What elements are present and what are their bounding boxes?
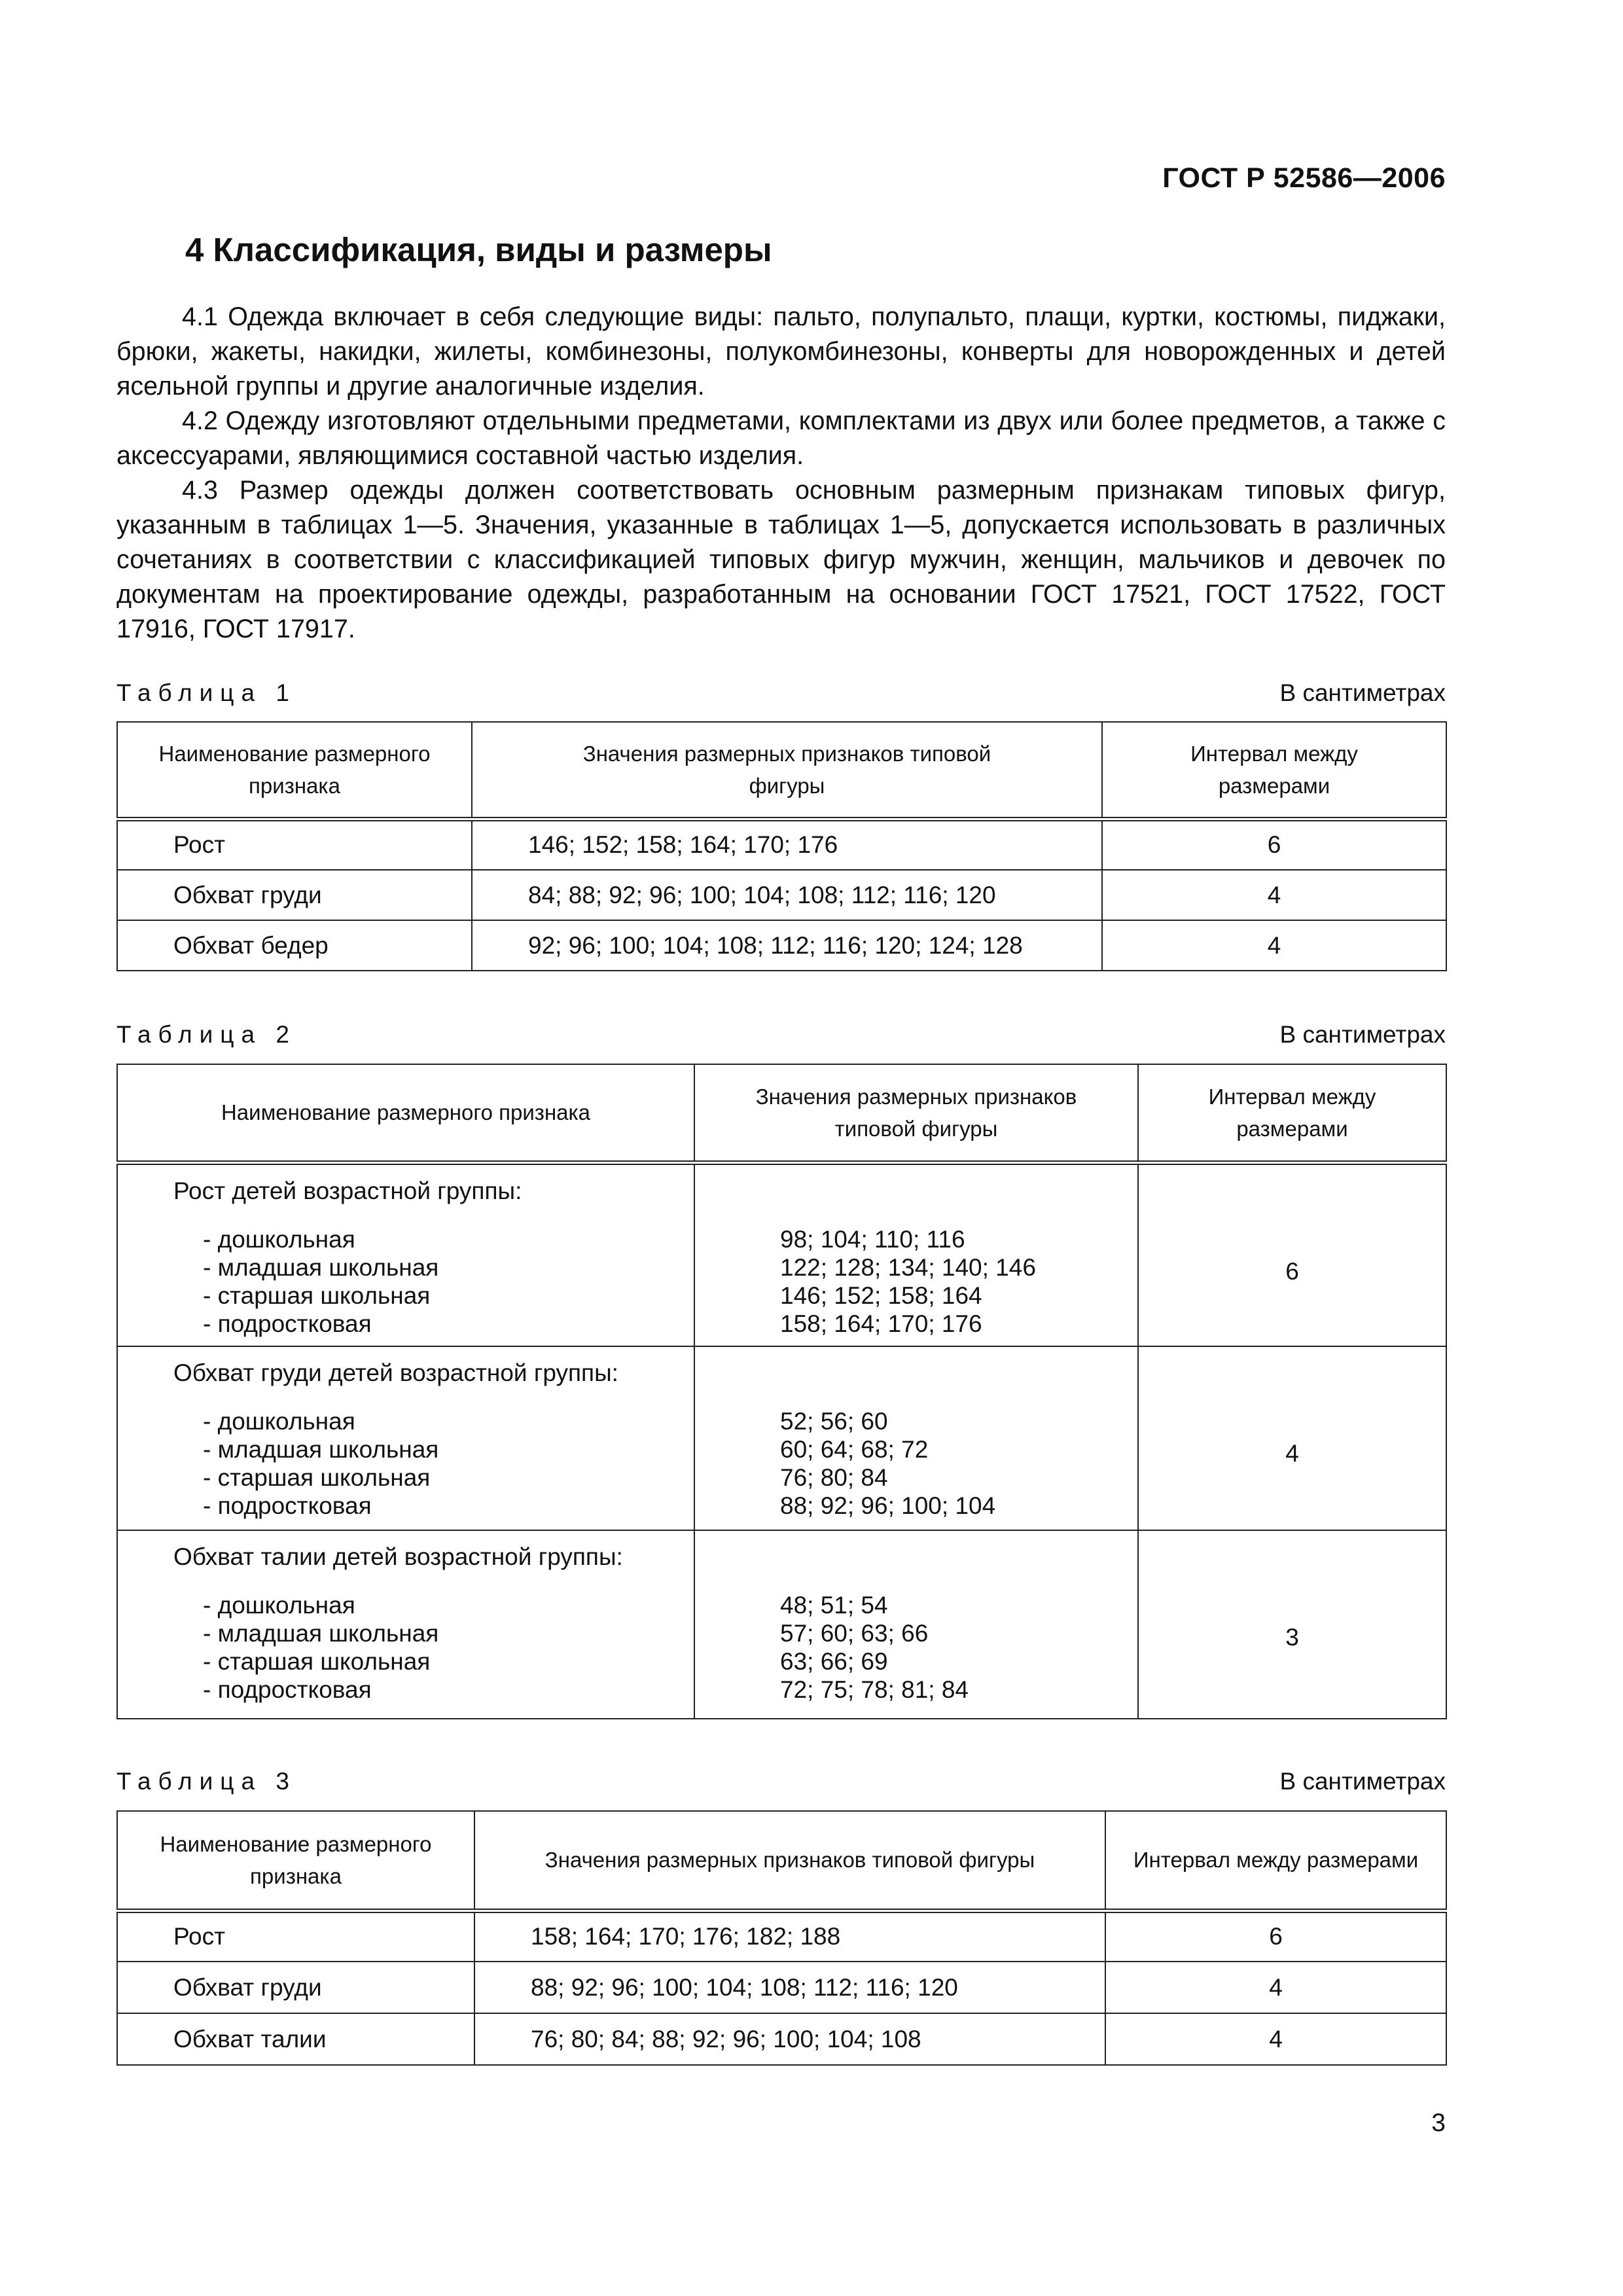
table3-cell-interval: 4 xyxy=(1105,1962,1446,2013)
table2-value-line: 52; 56; 60 xyxy=(780,1408,888,1435)
table2-interval-cell: 4 xyxy=(1138,1346,1446,1530)
table1-header-interval: Интервал между размерами xyxy=(1102,722,1446,819)
table2-subgroup-label: - подростковая xyxy=(203,1676,372,1703)
table2-subgroup-label: - старшая школьная xyxy=(203,1282,431,1309)
table-row xyxy=(117,1346,1446,1530)
table2-caption: Таблица 2 xyxy=(116,1021,296,1048)
table1-cell-values: 92; 96; 100; 104; 108; 112; 116; 120; 124; 128 xyxy=(472,920,1102,971)
table3 xyxy=(116,1810,1447,2066)
table3-header-name: Наименование размерного признака xyxy=(117,1811,474,1910)
table3-cell-values: 88; 92; 96; 100; 104; 108; 112; 116; 120 xyxy=(474,1962,1105,2013)
table2-values-cell xyxy=(694,1530,1138,1719)
table-row xyxy=(117,1962,1446,2013)
table1-caption: Таблица 1 xyxy=(116,679,296,706)
table1-cell-values: 146; 152; 158; 164; 170; 176 xyxy=(472,819,1102,870)
table2-group-title: Обхват талии детей возрастной группы: xyxy=(173,1543,623,1570)
table3-caption-row xyxy=(116,1765,1446,1799)
table-row xyxy=(117,920,1446,971)
table2-subgroup-label: - дошкольная xyxy=(203,1225,355,1253)
table-row xyxy=(117,2013,1446,2065)
table3-cell-name: Обхват груди xyxy=(117,1962,474,2013)
table2-values-cell xyxy=(694,1346,1138,1530)
table2-group-cell xyxy=(117,1530,694,1719)
table1-cell-name: Рост xyxy=(117,819,472,870)
table2-value-line: 57; 60; 63; 66 xyxy=(780,1620,929,1647)
table3-cell-interval: 6 xyxy=(1105,1910,1446,1962)
table2-group-title: Обхват груди детей возрастной группы: xyxy=(173,1359,618,1386)
document-code: ГОСТ Р 52586—2006 xyxy=(1162,162,1446,194)
table2-subgroup-label: - старшая школьная xyxy=(203,1464,431,1491)
table3-cell-name: Рост xyxy=(117,1910,474,1962)
table2-value-line: 76; 80; 84 xyxy=(780,1464,888,1491)
table2-value-line: 122; 128; 134; 140; 146 xyxy=(780,1253,1036,1281)
table2-header-name: Наименование размерного признака xyxy=(117,1064,694,1162)
table2-group-cell xyxy=(117,1346,694,1530)
table-row xyxy=(117,1162,1446,1346)
table1-cell-name: Обхват бедер xyxy=(117,920,472,971)
table2-units: В сантиметрах xyxy=(1279,1021,1446,1048)
table1-caption-row xyxy=(116,676,1446,710)
table2-value-line: 72; 75; 78; 81; 84 xyxy=(780,1676,969,1703)
table2-values-cell xyxy=(694,1162,1138,1346)
table3-header-interval: Интервал между размерами xyxy=(1105,1811,1446,1910)
paragraph-4-1: 4.1 Одежда включает в себя следующие виды: пальто, полупальто, плащи, куртки, костюмы, пиджаки, брюки, жакеты, накидки, жилеты, комбинезоны, полукомбинезоны, конверты для новорожденных и детей ясельной группы и другие аналогичные изделия. xyxy=(116,302,1446,401)
table1 xyxy=(116,721,1447,971)
table1-units: В сантиметрах xyxy=(1279,679,1446,706)
table2-interval-cell: 6 xyxy=(1138,1162,1446,1346)
table3-cell-values: 76; 80; 84; 88; 92; 96; 100; 104; 108 xyxy=(474,2013,1105,2065)
section-heading: 4 Классификация, виды и размеры xyxy=(185,231,772,268)
table2-value-line: 60; 64; 68; 72 xyxy=(780,1436,929,1463)
paragraph-4-3: 4.3 Размер одежды должен соответствовать основным размерным признакам типовых фигур, указанным в таблицах 1—5. Значения, указанные в таблицах 1—5, допускается использовать в различных сочетаниях в соответствии с классификацией типовых фигур мужчин, женщин, мальчиков и девочек по документам на проектирование одежды, разработанным на основании ГОСТ 17521, ГОСТ 17522, ГОСТ 17916, ГОСТ 17917. xyxy=(116,476,1446,643)
page-number: 3 xyxy=(1431,2109,1446,2137)
table2-group-title: Рост детей возрастной группы: xyxy=(173,1177,522,1204)
table3-header-values: Значения размерных признаков типовой фигуры xyxy=(474,1811,1105,1910)
table1-cell-values: 84; 88; 92; 96; 100; 104; 108; 112; 116; 120 xyxy=(472,870,1102,920)
table-row xyxy=(117,819,1446,870)
table3-caption: Таблица 3 xyxy=(116,1768,296,1795)
table-row xyxy=(117,1530,1446,1719)
table2-subgroup-label: - подростковая xyxy=(203,1492,372,1519)
table1-header-values: Значения размерных признаков типовой фигуры xyxy=(472,722,1102,819)
table3-cell-values: 158; 164; 170; 176; 182; 188 xyxy=(474,1910,1105,1962)
table2-subgroup-label: - старшая школьная xyxy=(203,1648,431,1675)
table2-caption-row xyxy=(116,1018,1446,1052)
table1-cell-interval: 6 xyxy=(1102,819,1446,870)
table1-cell-interval: 4 xyxy=(1102,870,1446,920)
table2-subgroup-label: - подростковая xyxy=(203,1310,372,1337)
table2-subgroup-label: - дошкольная xyxy=(203,1592,355,1619)
table2-group-cell xyxy=(117,1162,694,1346)
table2-value-line: 63; 66; 69 xyxy=(780,1648,888,1675)
table3-cell-interval: 4 xyxy=(1105,2013,1446,2065)
table1-cell-name: Обхват груди xyxy=(117,870,472,920)
table1-cell-interval: 4 xyxy=(1102,920,1446,971)
table2-subgroup-label: - дошкольная xyxy=(203,1408,355,1435)
table2-header-interval: Интервал между размерами xyxy=(1138,1064,1446,1162)
table2-value-line: 158; 164; 170; 176 xyxy=(780,1310,982,1337)
table2-value-line: 98; 104; 110; 116 xyxy=(780,1225,965,1253)
table2 xyxy=(116,1064,1447,1719)
table2-header-values: Значения размерных признаков типовой фигуры xyxy=(694,1064,1138,1162)
table3-units: В сантиметрах xyxy=(1279,1768,1446,1795)
table2-subgroup-label: - младшая школьная xyxy=(203,1253,439,1281)
table2-interval-cell: 3 xyxy=(1138,1530,1446,1719)
table-row xyxy=(117,1910,1446,1962)
table-row xyxy=(117,870,1446,920)
table2-subgroup-label: - младшая школьная xyxy=(203,1436,439,1463)
table2-value-line: 146; 152; 158; 164 xyxy=(780,1282,982,1309)
table2-value-line: 48; 51; 54 xyxy=(780,1592,888,1619)
table1-header-name: Наименование размерного признака xyxy=(117,722,472,819)
table2-subgroup-label: - младшая школьная xyxy=(203,1620,439,1647)
table3-cell-name: Обхват талии xyxy=(117,2013,474,2065)
paragraph-4-2: 4.2 Одежду изготовляют отдельными предметами, комплектами из двух или более предметов, а также с аксессуарами, являющимися составной частью изделия. xyxy=(116,406,1446,470)
table2-value-line: 88; 92; 96; 100; 104 xyxy=(780,1492,996,1519)
